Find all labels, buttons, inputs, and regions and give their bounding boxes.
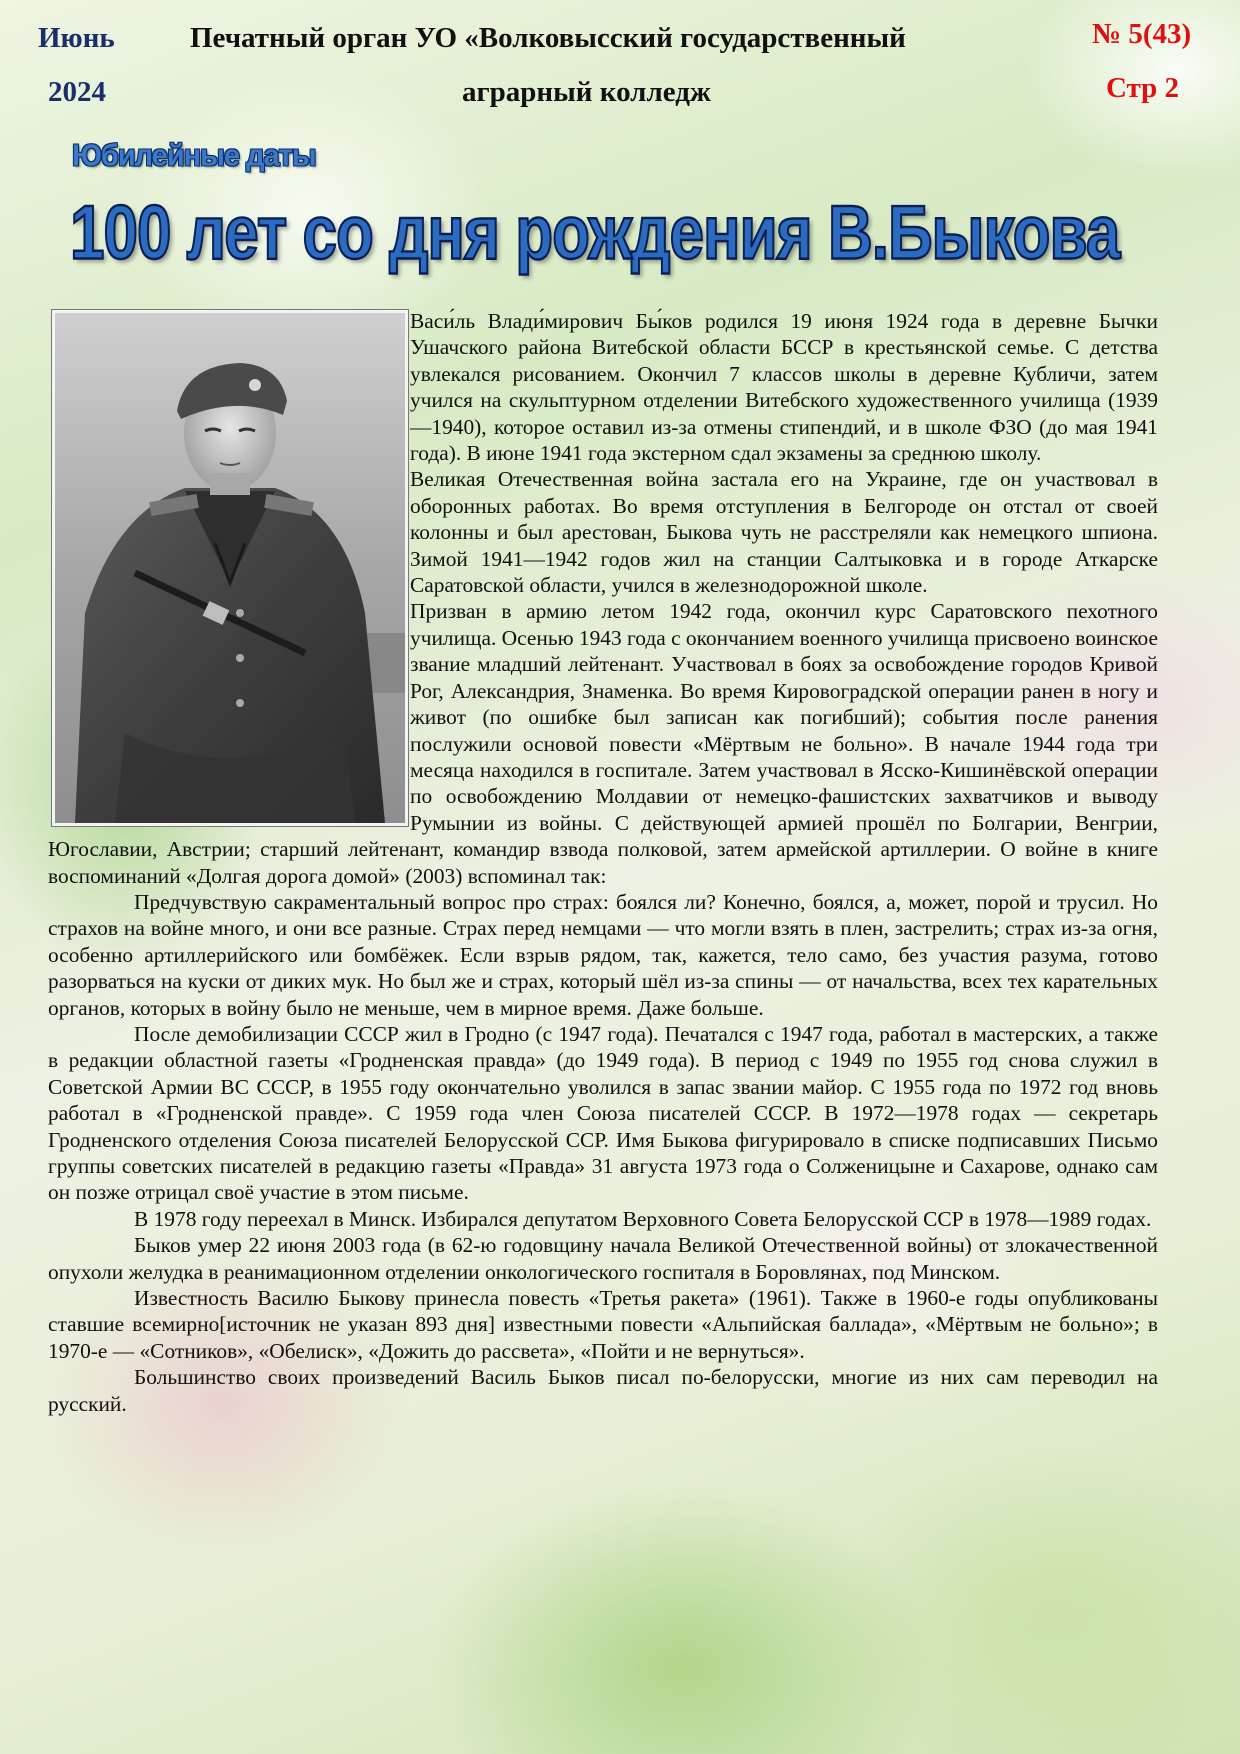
article-title: 100 лет со дня рождения В.Быкова — [70, 191, 1120, 276]
issue-month: Июнь — [38, 22, 115, 54]
issue-year: 2024 — [48, 76, 106, 108]
paragraph: В 1978 году переехал в Минск. Избирался депутатом Верховного Совета Белорусской ССР в 1978—1989 годах. — [134, 1206, 1152, 1231]
paragraph: Призван в армию летом 1942 года, окончил курс Саратовского пехотного училища. Осенью 1943 года с окончанием военного училища присвоено воинское звание младший лейтенант. Участвовал в боях за освобождение городов Кривой Рог, Александрия, Знаменка. Во время Кировоградской операции ранен в ногу и живот (по ошибке был записан как погибший); события после ранения послужили основой повести «Мёртвым не больно». В начале 1944 года три месяца находился в госпитале. Затем участвовал в Ясско-Кишинёвской операции по освобождению Молдавии от немецко-фашистских захватчиков и выводу Румынии из войны. С действующей армией прошёл по Болгарии, Венгрии, Югославии, Австрии; старший лейтенант, командир взвода полковой, затем армейской артиллерии. О войне в книге воспоминаний «Долгая дорога домой» (2003) вспоминал так: — [48, 599, 1158, 888]
publisher-line-2: аграрный колледж — [462, 76, 711, 108]
photo-spacer — [48, 308, 410, 832]
paragraph: Васи́ль Влади́мирович Бы́ков родился 19 июня 1924 года в деревне Бычки Ушачского района Витебской области БССР в крестьянской семье. С детства увлекался рисованием. Окончил 7 классов школы в деревне Кубличи, затем учился на скульптурном отделении Витебского художественного училища (1939—1940), которое оставил из-за отмены стипендий, и в школе ФЗО (до мая 1941 года). В июне 1941 года экстерном сдал экзамены за среднюю школу. — [410, 309, 1158, 466]
paragraph-quote: Предчувствую сакраментальный вопрос про страх: боялся ли? Конечно, боялся, а, может, порой и трусил. Но страхов на войне много, и они все разные. Страх перед немцами — что могли взять в плен, застрелить; страх из-за огня, особенно артиллерийского или бомбёжек. Если взрыв рядом, так, кажется, тело само, без участия разума, готово разорваться на куски от диких мук. Но был же и страх, который шёл из-за спины — от начальства, всех тех карательных органов, которых в войну было не меньше, чем в мирное время. Даже больше. — [48, 889, 1158, 1020]
paragraph: Известность Василю Быкову принесла повесть «Третья ракета» (1961). Также в 1960-е годы опубликованы ставшие всемирно[источник не указан 893 дня] известными повести «Альпийская баллада», «Мёртвым не больно»; в 1970-е — «Сотников», «Обелиск», «Дожить до рассвета», «Пойти и не вернуться». — [48, 1286, 1158, 1363]
article-body — [48, 308, 1158, 1417]
paragraph: Быков умер 22 июня 2003 года (в 62-ю годовщину начала Великой Отечественной войны) от злокачественной опухоли желудка в реанимационном отделении онкологического госпиталя в Боровлянах, под Минском. — [48, 1233, 1158, 1284]
paragraph: Великая Отечественная война застала его на Украине, где он участвовал в оборонных работах. Во время отступления в Белгороде он отстал от своей колонны и был арестован, Быкова чуть не расстреляли как немецкого шпиона. Зимой 1941—1942 годов жил на станции Салтыковка и в городе Аткарске Саратовской области, учился в железнодорожной школе. — [410, 467, 1158, 598]
rubric-heading: Юбилейные даты — [72, 139, 316, 173]
page-number: Стр 2 — [1106, 72, 1180, 104]
paragraph: После демобилизации СССР жил в Гродно (с 1947 года). Печатался с 1947 года, работал в мастерских, а также в редакции областной газеты «Гродненская правда» (до 1949 года). В период с 1949 по 1955 год снова служил в Советской Армии ВС СССР, в 1955 году окончательно уволился в запас звании майор. С 1955 года по 1972 год вновь работал в «Гродненской правде». С 1959 года член Союза писателей СССР. В 1972—1978 годах — секретарь Гродненского отделения Союза писателей Белорусской ССР. Имя Быкова фигурировало в списке подписавших Письмо группы советских писателей в редакцию газеты «Правда» 31 августа 1973 года о Солженицыне и Сахарове, однако сам он позже отрицал своё участие в этом письме. — [48, 1021, 1158, 1205]
issue-number: № 5(43) — [1092, 18, 1192, 50]
paragraph: Большинство своих произведений Василь Быков писал по-белорусски, многие из них сам переводил на русский. — [48, 1365, 1158, 1416]
publisher-line-1: Печатный орган УО «Волковысский государственный — [190, 22, 906, 54]
